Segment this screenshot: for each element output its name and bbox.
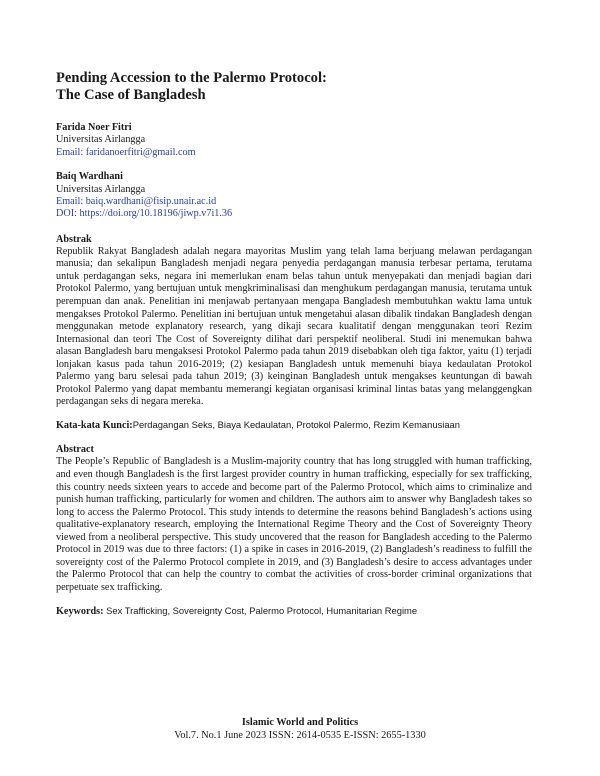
keywords-values: Sex Trafficking, Sovereignty Cost, Palermo Protocol, Humanitarian Regime: [103, 605, 418, 617]
author-block-2: [56, 171, 532, 221]
abstract-section: [56, 444, 532, 594]
author-name: Farida Noer Fitri: [56, 122, 132, 133]
author-affiliation: Universitas Airlangga: [56, 183, 146, 195]
paper-title-line-1: Pending Accession to the Palermo Protocol:: [56, 70, 327, 86]
author-affiliation: Universitas Airlangga: [56, 134, 146, 146]
kata-kunci: [56, 419, 532, 433]
kata-kunci-label: Kata-kata Kunci:: [56, 419, 133, 431]
paper-front-page: [56, 70, 532, 619]
abstrak-section: [56, 234, 532, 409]
author-block-1: [56, 122, 532, 159]
abstract-body: The People’s Republic of Bangladesh is a Muslim-majority country that has long struggled with human trafficking, and even though Bangladesh is the first largest provider country in human trafficking, especially for sex trafficking, this country needs sixteen years to accede and become part of the Palermo Protocol, which aims to criminalize and punish human trafficking, particularly for women and children. The authors aim to answer why Bangladesh takes so long to access the Palermo Protocol. This study intends to determine the reasons behind Bangladesh’s actions using qualitative-explanatory research, employing the International Regime Theory and the Cost of Sovereignty Theory viewed from a neoliberal perspective. This study uncovered that the reason for Bangladesh acceding to the Palermo Protocol in 2019 was due to three factors: (1) a spike in cases in 2016-2019, (2) Bangladesh’s readiness to fulfill the sovereignty cost of the Palermo Protocol complete in 2019, and (3) Bangladesh’s desire to access advantages under the Palermo Protocol that can help the country to combat the activities of cross-border criminal organizations that perpetuate sex trafficking.: [56, 456, 532, 593]
paper-title: [56, 70, 532, 104]
author-email-link[interactable]: Email: baiq.wardhani@fisip.unair.ac.id: [56, 196, 217, 208]
paper-title-line-2: The Case of Bangladesh: [56, 87, 206, 103]
abstrak-heading: Abstrak: [56, 233, 92, 245]
keywords-label: Keywords:: [56, 606, 104, 618]
keywords: [56, 605, 532, 619]
page-footer: [0, 716, 600, 742]
author-email-link[interactable]: Email: faridanoerfitri@gmail.com: [56, 146, 196, 158]
author-name: Baiq Wardhani: [56, 171, 123, 183]
abstract-heading: Abstract: [56, 444, 94, 456]
journal-issue-info: Vol.7. No.1 June 2023 ISSN: 2614-0535 E-ISSN: 2655-1330: [174, 730, 426, 741]
journal-name: Islamic World and Politics: [241, 717, 359, 728]
doi-link[interactable]: DOI: https://doi.org/10.18196/jiwp.v7i1.36: [56, 208, 233, 220]
kata-kunci-values: Perdagangan Seks, Biaya Kedaulatan, Protokol Palermo, Rezim Kemanusiaan: [132, 418, 460, 430]
abstrak-body: Republik Rakyat Bangladesh adalah negara mayoritas Muslim yang telah lama berjuang melawan perdagangan manusia; dan sekalipun Bangladesh menjadi negara penyedia perdagangan manusia terbesar pertama, terutama untuk perdagangan seks, negara ini memerlukan enam belas tahun untuk menyepakati dan menjadi bagian dari Protokol Palermo, yang bertujuan untuk mengkriminalisasi dan menghukum perdagangan manusia, terutama untuk perempuan dan anak. Penelitian ini menjawab pertanyaan mengapa Bangladesh membutuhkan waktu lama untuk mengakses Protokol Palermo. Penelitian ini bertujuan untuk mengetahui alasan dibalik tindakan Bangladesh dengan menggunakan metode explanatory research, yang dikaji secara kualitatif dengan menggunakan teori Rezim Internasional dan teori The Cost of Sovereignty dilihat dari perspektif neoliberal. Studi ini menemukan bahwa alasan Bangladesh baru mengaksesi Protokol Palermo pada tahun 2019 disebabkan oleh tiga faktor, yaitu (1) terjadi lonjakan kasus pada tahun 2016-2019; (2) kesiapan Bangladesh untuk memenuhi biaya kedaulatan Protokol Palermo yang baru selesai pada tahun 2019; (3) keinginan Bangladesh untuk mengakses keuntungan di bawah Protokol Palermo yang dapat membantu memerangi kegiatan organisasi kriminal lintas batas yang melanggengkan perdagangan seks di negara mereka.: [56, 245, 532, 408]
